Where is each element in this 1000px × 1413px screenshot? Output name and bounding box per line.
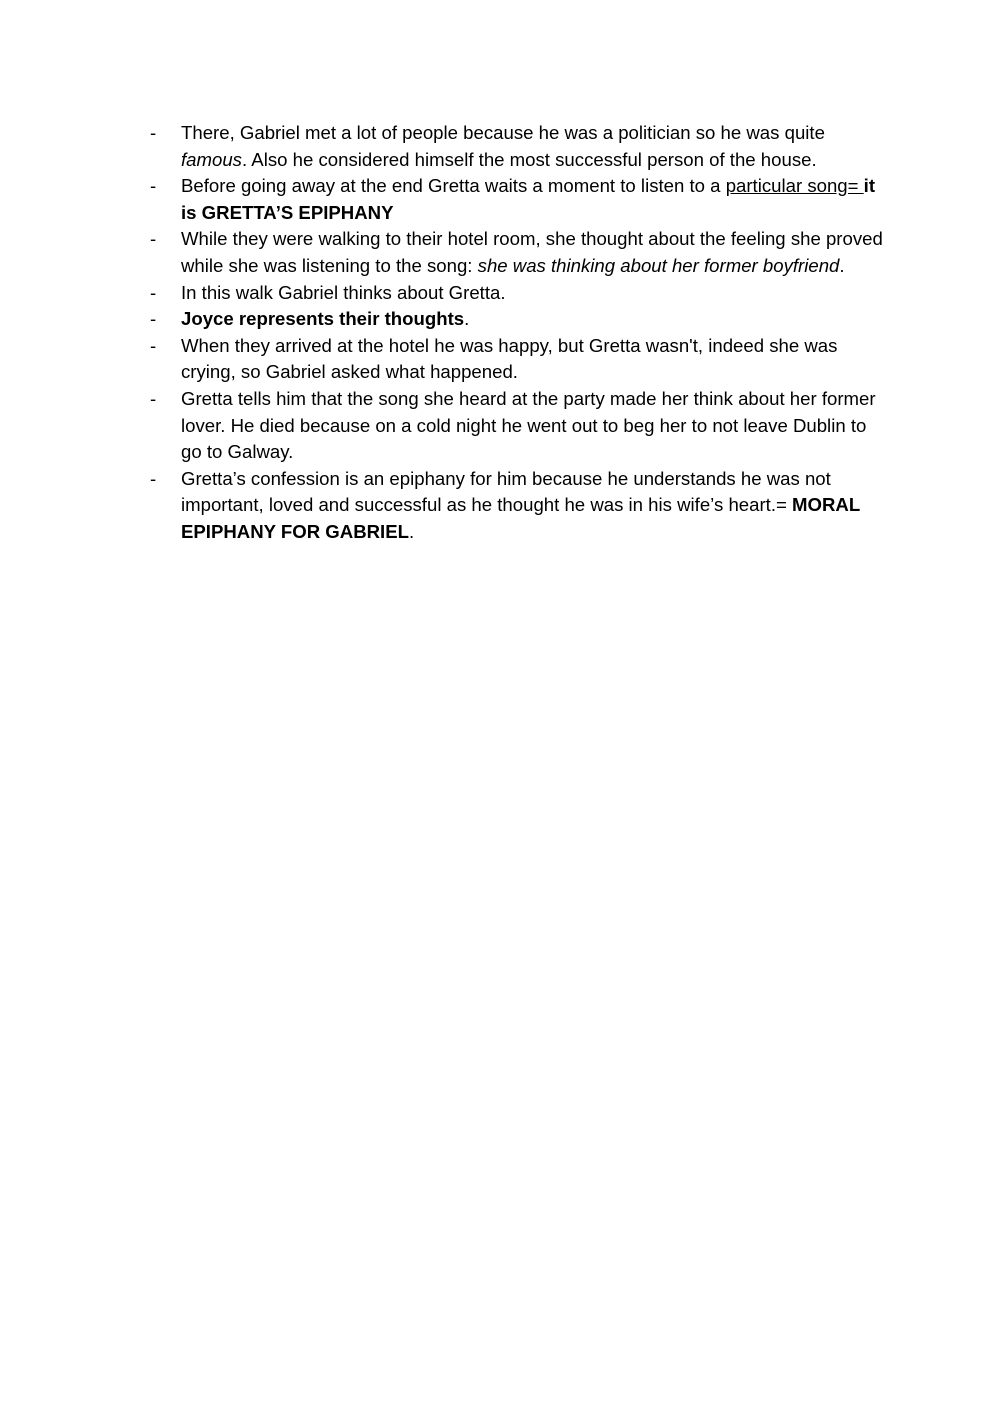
note-text-normal: Gretta tells him that the song she heard at the party made her think about her former lover. He died because on a cold night he went out to beg her to not leave Dublin to go to Galway. [181,387,876,463]
note-text-underline: particular song= [725,175,864,197]
note-item [150,333,890,386]
dash-marker: - [150,467,157,489]
dash-marker: - [150,387,157,409]
dash-marker: - [150,281,157,303]
note-text-bold: Joyce represents their thoughts [181,308,465,330]
note-text-normal: When they arrived at the hotel he was happy, but Gretta wasn't, indeed she was crying, so Gabriel asked what happened. [181,334,838,383]
note-text-normal: . [464,308,470,330]
note-item [150,280,890,307]
note-item [150,120,890,173]
note-text-italic: she was thinking about her former boyfriend [477,254,840,276]
note-text-normal: While they were walking to their hotel room, she thought about the feeling she proved while she was listening to the song: [181,228,883,276]
notes-list [150,120,890,546]
note-text-bold: MORAL EPIPHANY FOR GABRIEL [181,494,860,542]
note-item [150,386,890,466]
note-text-normal: There, Gabriel met a lot of people because he was a politician so he was quite [181,122,825,143]
note-item [150,306,890,333]
note-text-normal: Before going away at the end Gretta waits a moment to listen to a [181,175,726,197]
note-text-normal: . Also he considered himself the most successful person of the house. [241,148,817,170]
note-text-normal: . [408,520,415,542]
note-text-normal: In this walk Gabriel thinks about Gretta. [181,281,506,303]
note-text-normal: Gretta’s confession is an epiphany for him because he understands he was not important, loved and successful as he thought he was in his wife’s heart.= [181,467,831,516]
dash-marker: - [150,308,157,330]
dash-marker: - [150,122,157,143]
dash-marker: - [150,228,157,250]
note-text-bold: it is GRETTA’S EPIPHANY [181,175,876,223]
dash-marker: - [150,175,157,197]
note-text-normal: . [839,254,845,276]
dash-marker: - [150,334,157,356]
note-text-italic: famous [181,148,242,170]
note-item [150,173,890,226]
note-item [150,466,890,546]
note-item [150,226,890,279]
